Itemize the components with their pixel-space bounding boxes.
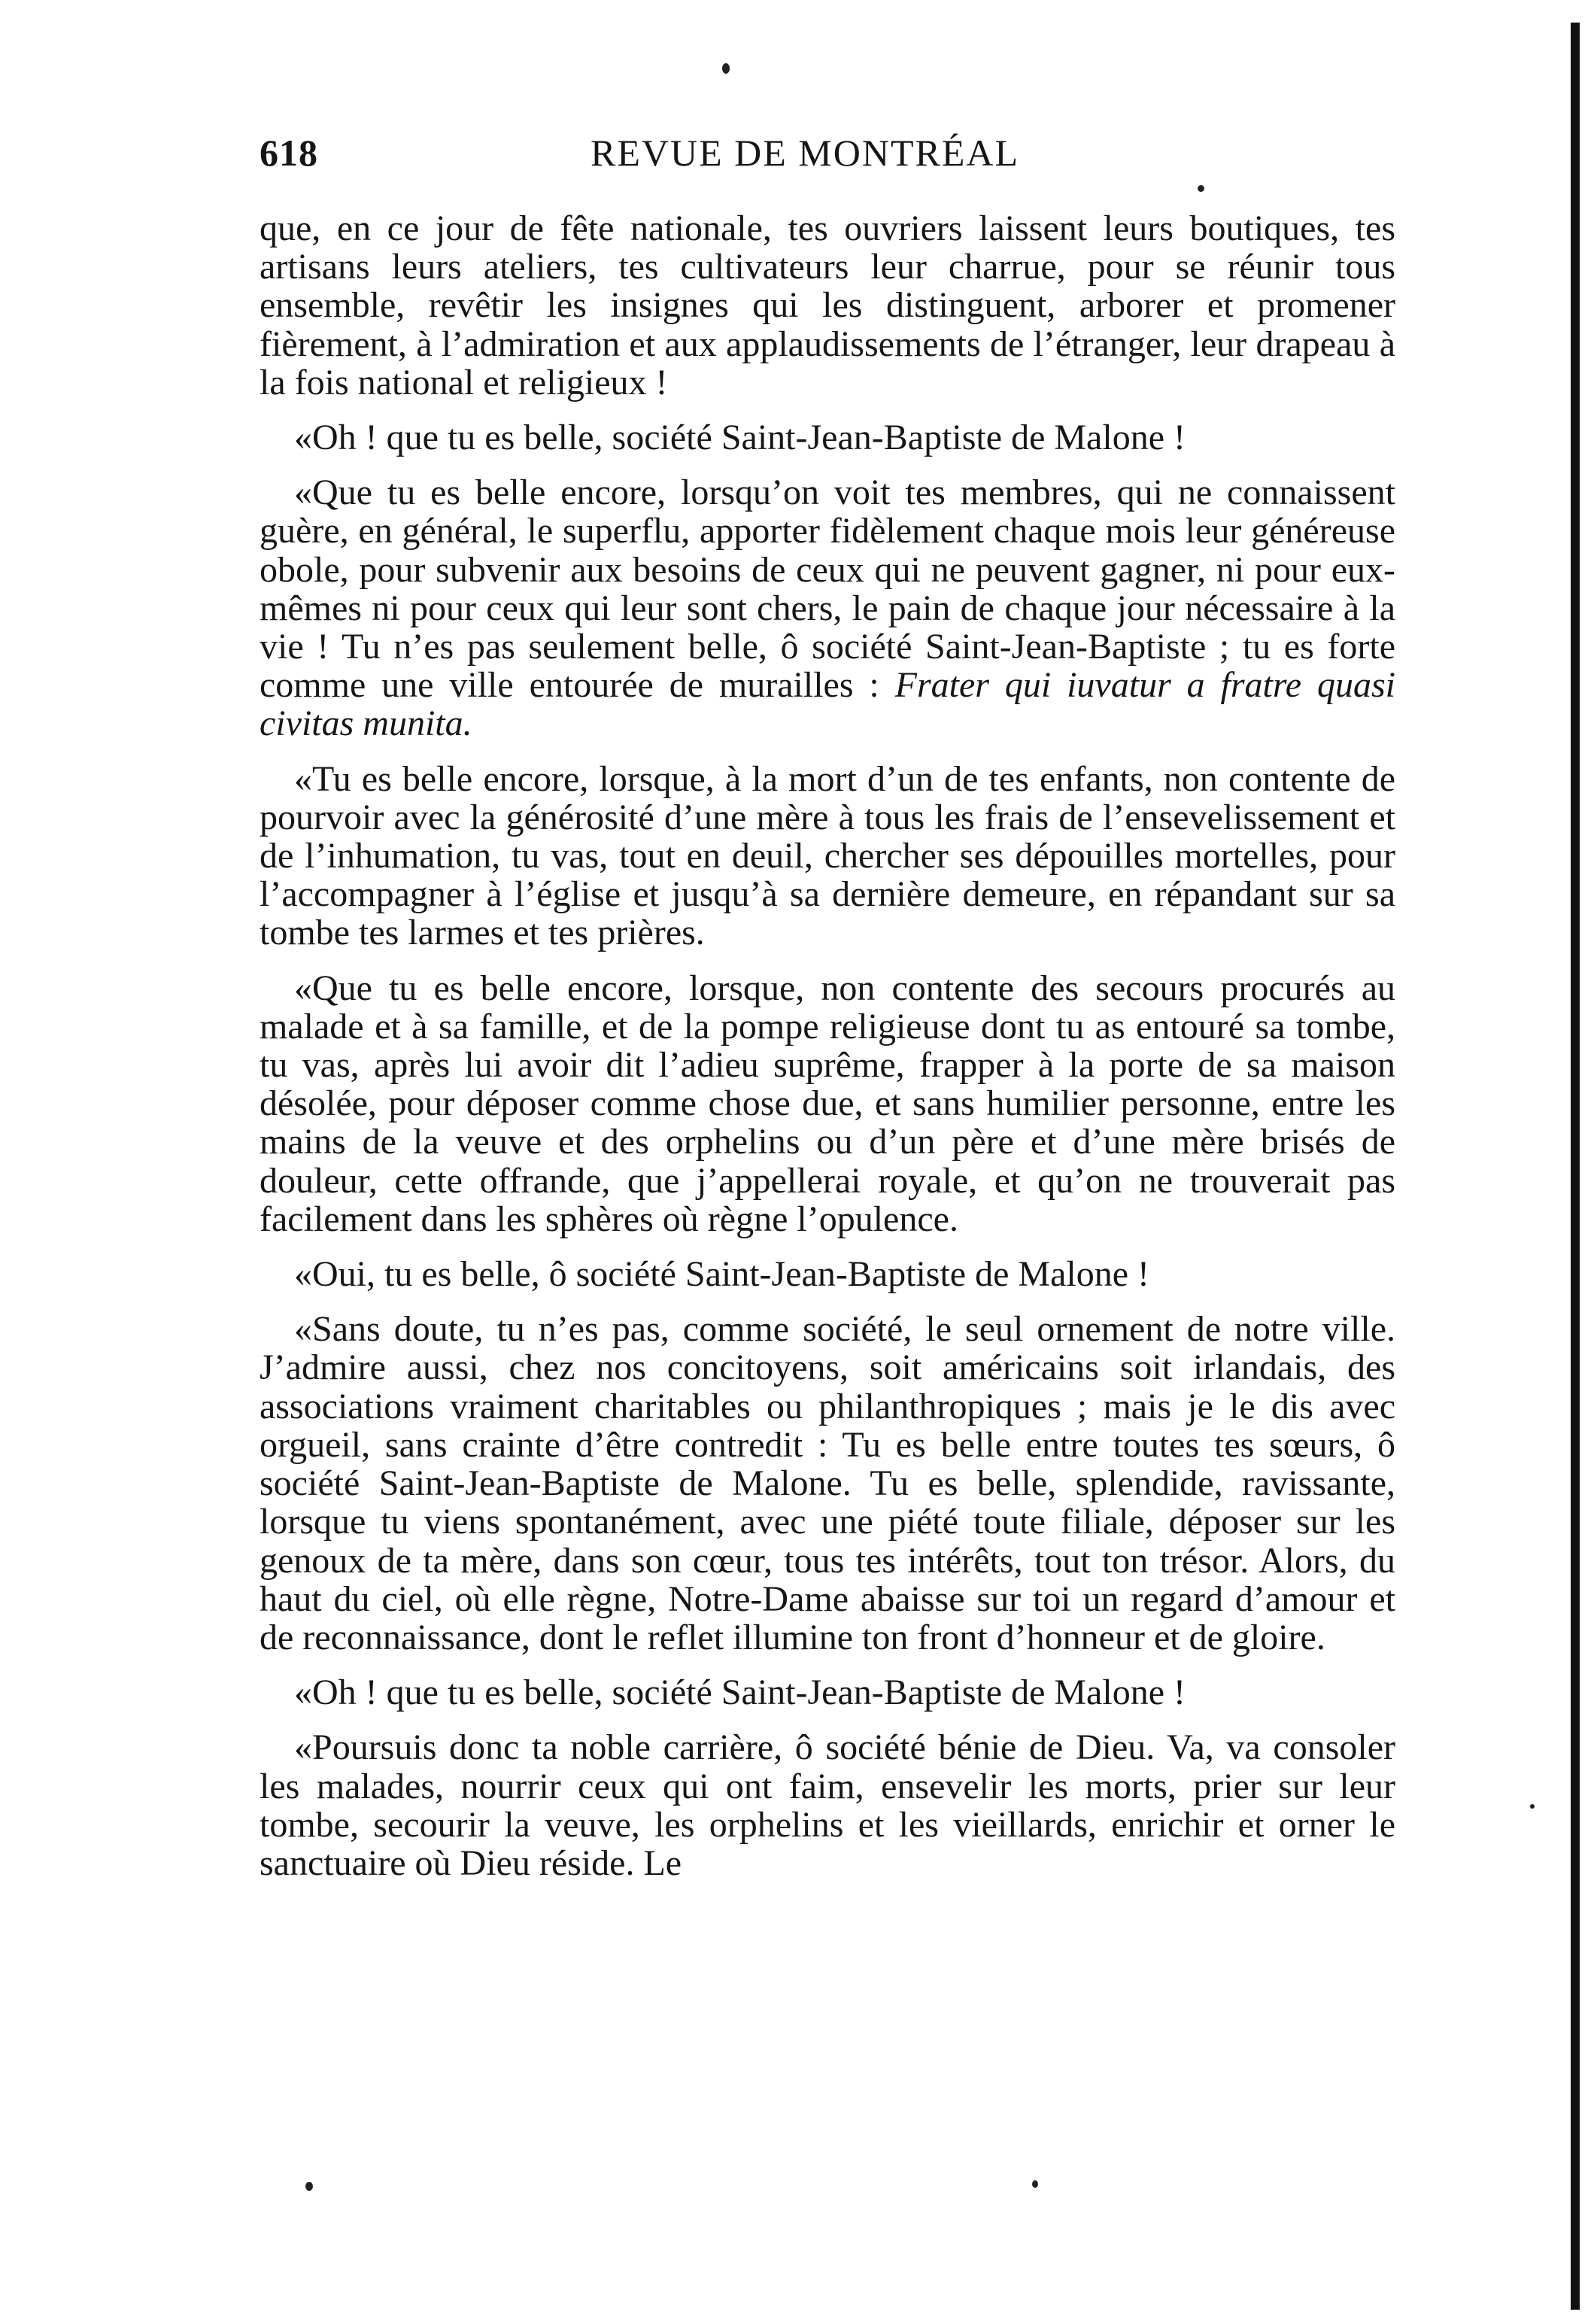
paragraph-text: «Sans doute, tu n’es pas, comme société, le seul ornement de notre ville. J’admire aussi, chez nos concitoyens, soit américains soit irlandais, des associations vraiment charitables ou philanthropiques ; mais je le dis avec orgueil, sans crainte d’être contredit : Tu es belle entre toutes tes sœurs, ô société Saint-Jean-Baptiste de Malone. Tu es belle, splendide, ravissante, lorsque tu viens spontanément, avec une piété toute filiale, déposer sur les genoux de ta mère, dans son cœur, tous tes intérêts, tout ton trésor. Alors, du haut du ciel, où elle règne, Notre-Dame abaisse sur toi un regard d’amour et de reconnaissance, dont le reflet illumine ton front d’honneur et de gloire. (260, 1309, 1395, 1657)
scan-speck (1530, 1804, 1535, 1809)
paragraph-text: «Poursuis donc ta noble carrière, ô société bénie de Dieu. Va, va consoler les malades, nourrir ceux qui ont faim, ensevelir les morts, prier sur leur tombe, secourir la veuve, les orphelins et les vieillards, enrichir et orner le sanctuaire où Dieu réside. Le (260, 1727, 1395, 1883)
page-number: 618 (260, 132, 318, 174)
paragraph (260, 760, 1395, 952)
scan-speck (305, 2182, 313, 2191)
page-header (260, 126, 1395, 179)
running-head: REVUE DE MONTRÉAL (591, 132, 1020, 174)
latin-quotation: Frater qui iuvatur a fratre quasi civitas munita. (260, 665, 1396, 744)
paragraph-text: «Que tu es belle encore, lorsqu’on voit tes membres, qui ne connaissent guère, en général, le superflu, apporter fidèlement chaque mois leur généreuse obole, pour subvenir aux besoins de ceux qui ne peuvent gagner, ni pour eux-mêmes ni pour ceux qui leur sont chers, le pain de chaque jour nécessaire à la vie ! Tu n’es pas seulement belle, ô société Saint-Jean-Baptiste ; tu es forte comme une ville entourée de murailles : (260, 472, 1395, 706)
paragraph-text: «Oh ! que tu es belle, société Saint-Jean-Baptiste de Malone ! (294, 418, 1186, 458)
paragraph-text: «Tu es belle encore, lorsque, à la mort d’un de tes enfants, non contente de pourvoir avec la générosité d’une mère à tous les frais de l’ensevelissement et de l’inhumation, tu vas, tout en deuil, chercher ses dépouilles mortelles, pour l’accompagner à l’église et jusqu’à sa dernière demeure, en répandant sur sa tombe tes larmes et tes prières. (260, 758, 1395, 953)
paragraph-refrain (260, 1673, 1395, 1712)
paragraph (260, 473, 1395, 743)
paragraph-text: «Oui, tu es belle, ô société Saint-Jean-Baptiste de Malone ! (294, 1254, 1150, 1295)
paragraph-text: «Que tu es belle encore, lorsque, non contente des secours procurés au malade et à sa famille, et de la pompe religieuse dont tu as entouré sa tombe, tu vas, après lui avoir dit l’adieu suprême, frapper à la porte de sa maison désolée, pour déposer comme chose due, et sans humilier personne, entre les mains de la veuve et des orphelins ou d’un père et d’une mère brisés de douleur, cette offrande, que j’appellerai royale, et qu’on ne trouverait pas facilement dans les sphères où règne l’opulence. (260, 968, 1395, 1239)
scan-speck (1198, 185, 1204, 192)
paragraph-text: que, en ce jour de fête nationale, tes ouvriers laissent leurs boutiques, tes artisans leurs ateliers, tes cultivateurs leur charrue, pour se réunir tous ensemble, revêtir les insignes qui les distinguent, arborer et promener fièrement, à l’admiration et aux applaudissements de l’étranger, leur drapeau à la fois national et religieux ! (260, 208, 1395, 403)
paragraph-refrain (260, 418, 1395, 457)
scan-speck (722, 63, 730, 74)
paragraph (260, 1728, 1395, 1882)
scan-speck (1032, 2180, 1038, 2188)
binding-edge-shadow (1571, 23, 1580, 2310)
paragraph-text: «Oh ! que tu es belle, société Saint-Jean-Baptiste de Malone ! (294, 1672, 1186, 1713)
paragraph (260, 1310, 1395, 1657)
paragraph-refrain (260, 1255, 1395, 1293)
article-body (260, 209, 1395, 1882)
paragraph (260, 969, 1395, 1238)
paragraph-continuation (260, 209, 1395, 402)
